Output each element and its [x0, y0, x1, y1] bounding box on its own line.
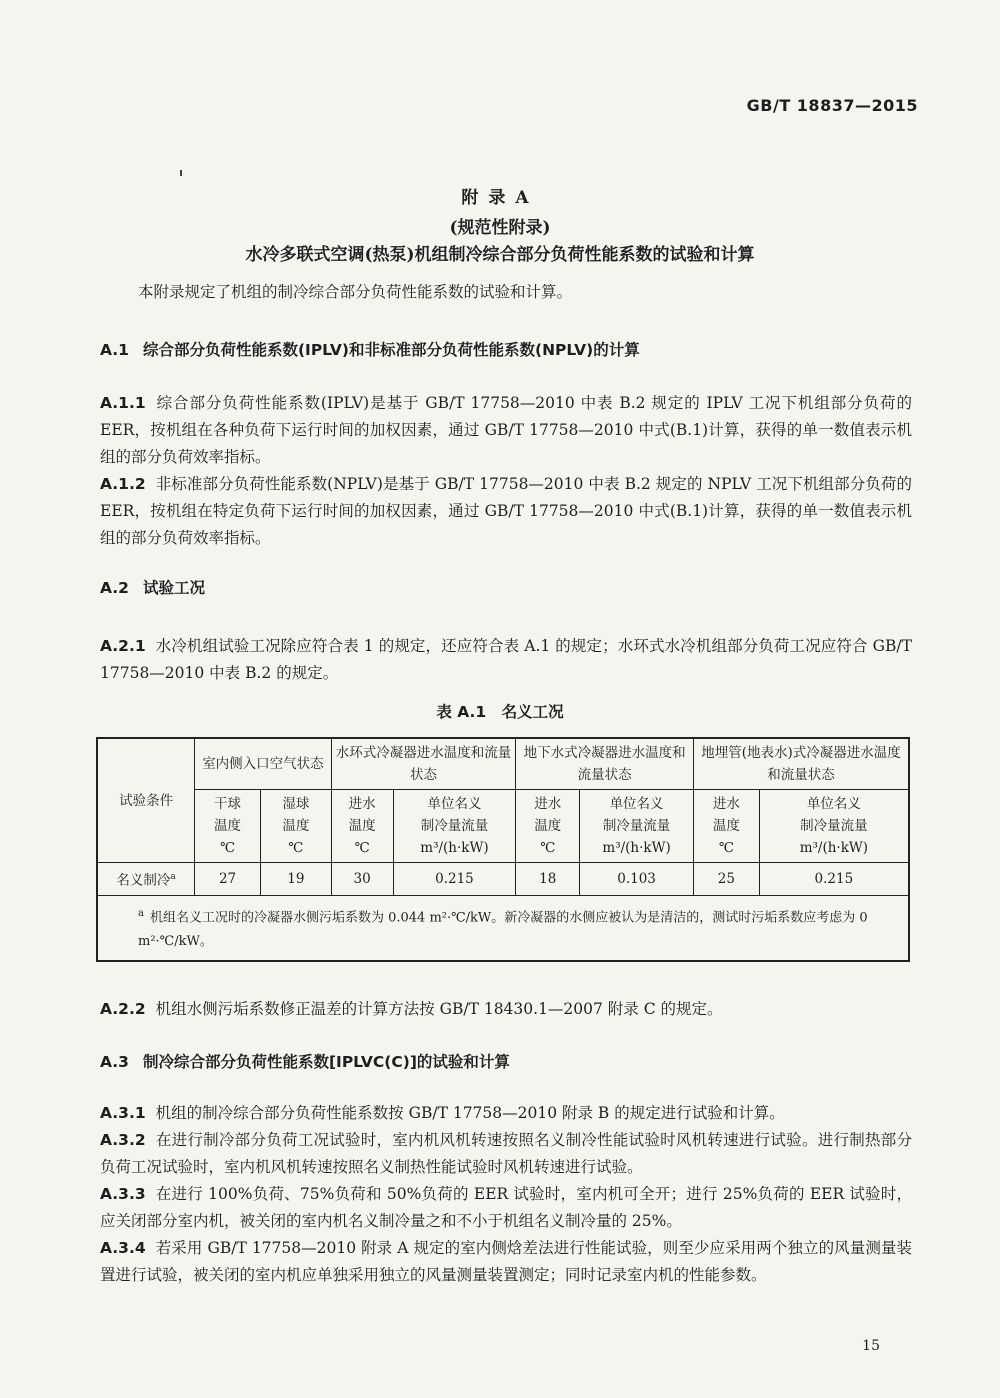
clause-a2-2 — [100, 996, 912, 1023]
clause-number: A.1.2 — [100, 475, 146, 493]
cell-wet-bulb: 19 — [260, 863, 331, 896]
clause-number: A.2.2 — [100, 1000, 146, 1018]
clause-text: 非标准部分负荷性能系数(NPLV)是基于 GB/T 17758—2010 中表 B.2 规定的 NPLV 工况下机组部分负荷的 EER，按机组在特定负荷下运行时间的加权因素，通过 GB/T 17758—2010 中式(B.1)计算，获得的单一数值表示机组的部分负荷效率指标。 — [100, 475, 912, 547]
clause-a3-2 — [100, 1127, 912, 1181]
subheader-unit-flow: 单位名义 制冷量流量 m³/(h·kW) — [759, 790, 909, 863]
section-a3-heading — [100, 1050, 912, 1072]
clause-number: A.3.3 — [100, 1185, 146, 1203]
clause-number: A.2.1 — [100, 637, 146, 655]
header-indoor-air: 室内侧入口空气状态 — [195, 738, 332, 790]
clause-text: 机组的制冷综合部分负荷性能系数按 GB/T 17758—2010 附录 B 的规定进行试验和计算。 — [155, 1104, 785, 1122]
section-number: A.1 — [100, 341, 129, 359]
clause-text: 水冷机组试验工况除应符合表 1 的规定，还应符合表 A.1 的规定；水环式水冷机组部分负荷工况应符合 GB/T 17758—2010 中表 B.2 的规定。 — [100, 637, 912, 682]
subheader-dry-bulb: 干球 温度 ℃ — [195, 790, 261, 863]
intro-paragraph: 本附录规定了机组的制冷综合部分负荷性能系数的试验和计算。 — [138, 283, 573, 301]
standard-code: GB/T 18837—2015 — [746, 96, 918, 115]
cell-dry-bulb: 27 — [195, 863, 261, 896]
header-water-loop: 水环式冷凝器进水温度和流量状态 — [331, 738, 516, 790]
clause-number: A.1.1 — [100, 394, 146, 412]
header-test-condition: 试验条件 — [97, 738, 195, 863]
header-ground-loop: 地埋管(地表水)式冷凝器进水温度和流量状态 — [693, 738, 909, 790]
clause-text: 在进行 100%负荷、75%负荷和 50%负荷的 EER 试验时，室内机可全开；进行 25%负荷的 EER 试验时，应关闭部分室内机，被关闭的室内机名义制冷量之和不小于机组名义制冷量的 25%。 — [100, 1185, 912, 1230]
cell-ground-loop-temp: 25 — [693, 863, 759, 896]
clause-number: A.3.2 — [100, 1131, 146, 1149]
table-row — [97, 863, 909, 896]
table-header-row — [97, 738, 909, 790]
page-number: 15 — [862, 1338, 880, 1354]
cell-ground-loop-flow: 0.215 — [759, 863, 909, 896]
section-a2-heading — [100, 576, 912, 598]
clause-text: 若采用 GB/T 17758—2010 附录 A 规定的室内侧焓差法进行性能试验，则至少应采用两个独立的风量测量装置进行试验，被关闭的室内机应单独采用独立的风量测量装置测定；同时记录室内机的性能参数。 — [100, 1239, 912, 1284]
clause-a2-1 — [100, 633, 912, 687]
appendix-type: (规范性附录) — [449, 218, 551, 238]
subheader-inlet-temp: 进水 温度 ℃ — [331, 790, 393, 863]
section-title: 制冷综合部分负荷性能系数[IPLVC(C)]的试验和计算 — [142, 1053, 510, 1071]
clause-text: 在进行制冷部分负荷工况试验时，室内机风机转速按照名义制冷性能试验时风机转速进行试验。进行制热部分负荷工况试验时，室内机风机转速按照名义制热性能试验时风机转速进行试验。 — [100, 1131, 912, 1176]
clause-text: 综合部分负荷性能系数(IPLV)是基于 GB/T 17758—2010 中表 B.2 规定的 IPLV 工况下机组部分负荷的 EER，按机组在各种负荷下运行时间的加权因素，通过 GB/T 17758—2010 中式(B.1)计算，获得的单一数值表示机组的部分负荷效率指标。 — [100, 394, 912, 466]
table-footnote — [97, 895, 909, 961]
section-a1-body — [100, 390, 912, 552]
table-subheader-row — [97, 790, 909, 863]
clause-a1-2 — [100, 471, 912, 552]
cell-water-loop-temp: 30 — [331, 863, 393, 896]
clause-number: A.3.1 — [100, 1104, 146, 1122]
footnote-mark: a — [138, 907, 144, 919]
section-a1-heading — [100, 338, 912, 360]
subheader-inlet-temp: 进水 温度 ℃ — [693, 790, 759, 863]
scan-speck — [180, 170, 182, 176]
table-footnote-row — [97, 895, 909, 961]
section-number: A.3 — [100, 1053, 129, 1071]
appendix-label: 附录A — [461, 188, 539, 208]
section-a3-body — [100, 1100, 912, 1289]
row-label: 名义制冷$^a$ — [97, 863, 195, 896]
header-groundwater: 地下水式冷凝器进水温度和流量状态 — [516, 738, 694, 790]
section-title: 综合部分负荷性能系数(IPLV)和非标准部分负荷性能系数(NPLV)的计算 — [142, 341, 640, 359]
cell-water-loop-flow: 0.215 — [393, 863, 516, 896]
footnote-text: 机组名义工况时的冷凝器水侧污垢系数为 0.044 m²·℃/kW。新冷凝器的水侧应被认为是清洁的，测试时污垢系数应考虑为 0 m²·℃/kW。 — [138, 909, 868, 949]
subheader-inlet-temp: 进水 温度 ℃ — [516, 790, 580, 863]
subheader-unit-flow: 单位名义 制冷量流量 m³/(h·kW) — [580, 790, 694, 863]
table-title: 表 A.1 名义工况 — [436, 703, 564, 721]
section-title: 试验工况 — [142, 579, 205, 597]
cell-groundwater-temp: 18 — [516, 863, 580, 896]
clause-text: 机组水侧污垢系数修正温差的计算方法按 GB/T 18430.1—2007 附录 C 的规定。 — [155, 1000, 723, 1018]
clause-a3-1 — [100, 1100, 912, 1127]
clause-number: A.3.4 — [100, 1239, 146, 1257]
nominal-conditions-table — [96, 737, 910, 962]
clause-a3-3 — [100, 1181, 912, 1235]
subheader-unit-flow: 单位名义 制冷量流量 m³/(h·kW) — [393, 790, 516, 863]
clause-a1-1 — [100, 390, 912, 471]
section-number: A.2 — [100, 579, 129, 597]
clause-a3-4 — [100, 1235, 912, 1289]
subheader-wet-bulb: 湿球 温度 ℃ — [260, 790, 331, 863]
appendix-title: 水冷多联式空调(热泵)机组制冷综合部分负荷性能系数的试验和计算 — [245, 245, 755, 265]
cell-groundwater-flow: 0.103 — [580, 863, 694, 896]
